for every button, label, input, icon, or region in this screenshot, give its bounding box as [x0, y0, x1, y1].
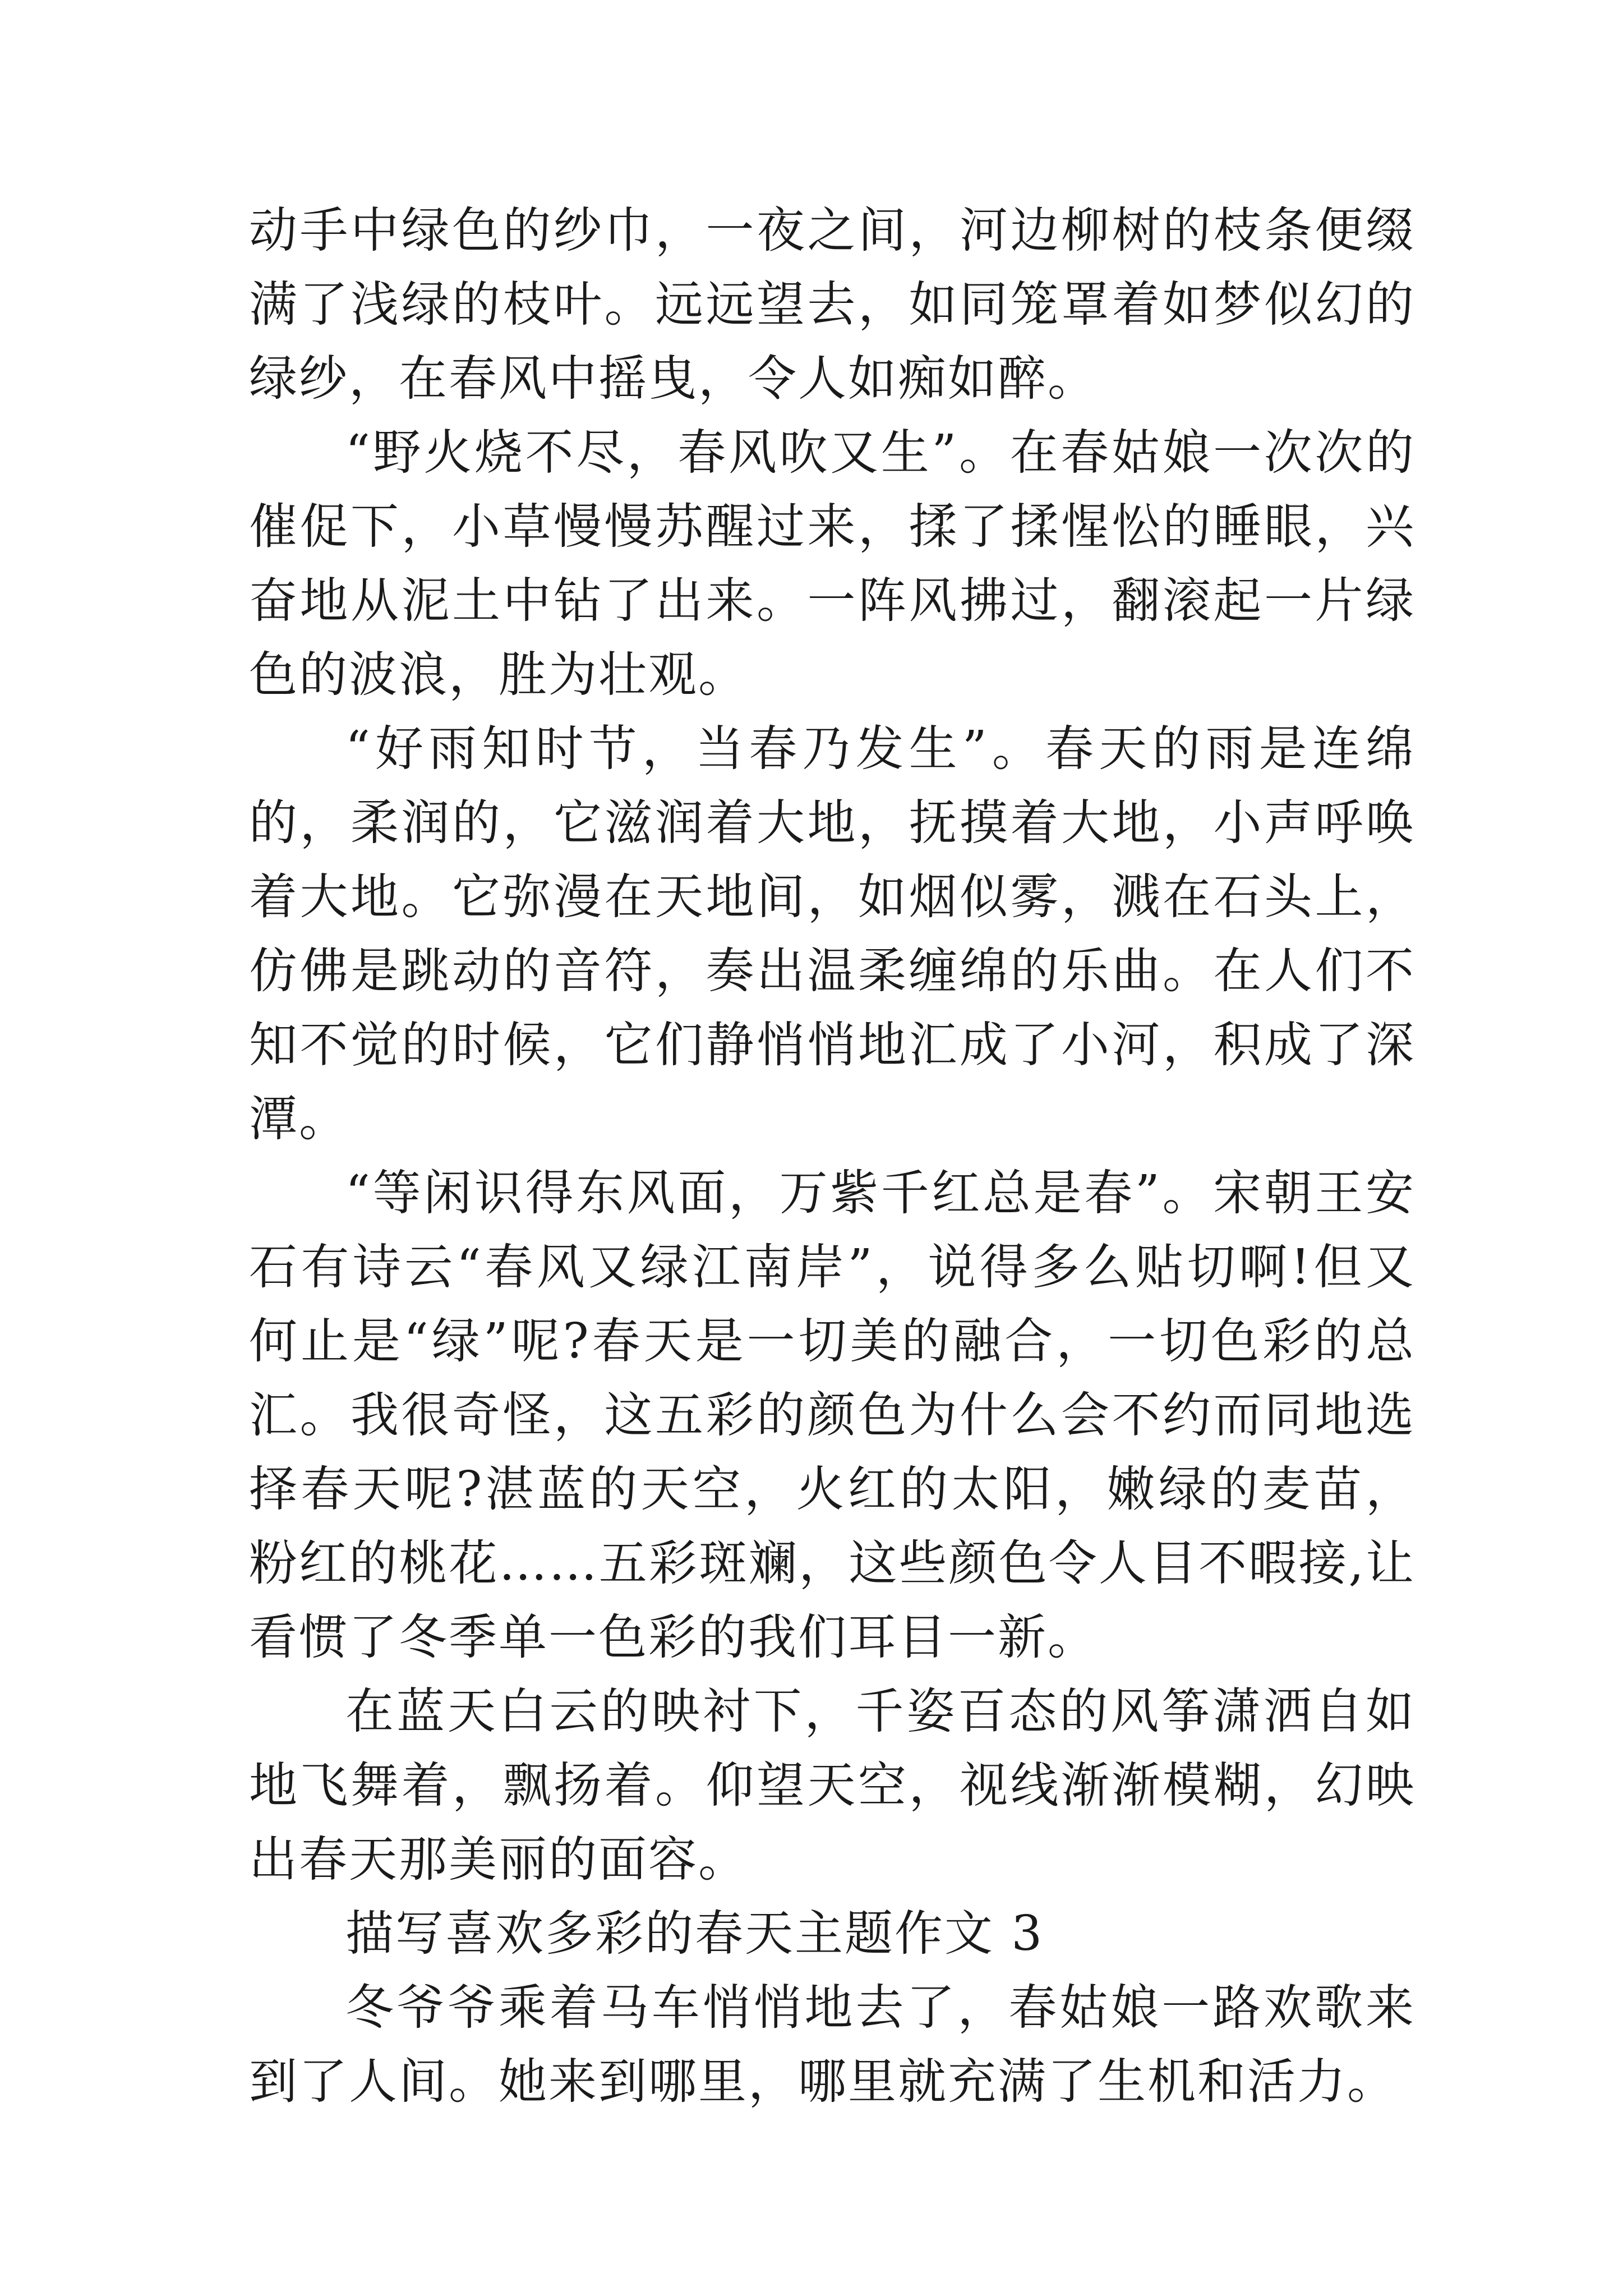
paragraph-1: 动手中绿色的纱巾，一夜之间，河边柳树的枝条便缀满了浅绿的枝叶。远远望去，如同笼罩着如梦似幻的绿纱，在春风中摇曳，令人如痴如醉。 — [249, 203, 1415, 407]
section-heading: 描写喜欢多彩的春天主题作文 3 — [345, 1906, 1044, 1962]
essay-body — [249, 194, 1415, 2119]
paragraph-2: “野火烧不尽，春风吹又生”。在春姑娘一次次的催促下，小草慢慢苏醒过来，揉了揉惺忪的睡眼，兴奋地从泥土中钻了出来。一阵风拂过，翻滚起一片绿色的波浪，胜为壮观。 — [249, 425, 1415, 703]
paragraph-6: 冬爷爷乘着马车悄悄地去了，春姑娘一路欢歌来到了人间。她来到哪里，哪里就充满了生机和活力。 — [249, 1980, 1415, 2110]
paragraph-4: “等闲识得东风面，万紫千红总是春”。宋朝王安石有诗云“春风又绿江南岸”，说得多么贴切啊!但又何止是“绿”呢?春天是一切美的融合，一切色彩的总汇。我很奇怪，这五彩的颜色为什么会不约而同地选择春天呢?湛蓝的天空，火红的太阳，嫩绿的麦苗，粉红的桃花……五彩斑斓，这些颜色令人目不暇接,让看惯了冬季单一色彩的我们耳目一新。 — [249, 1165, 1415, 1665]
paragraph-5: 在蓝天白云的映衬下，千姿百态的风筝潇洒自如地飞舞着，飘扬着。仰望天空，视线渐渐模糊，幻映出春天那美丽的面容。 — [249, 1683, 1415, 1888]
paragraph-3: “好雨知时节，当春乃发生”。春天的雨是连绵的，柔润的，它滋润着大地，抚摸着大地，小声呼唤着大地。它弥漫在天地间，如烟似雾，溅在石头上，仿佛是跳动的音符，奏出温柔缠绵的乐曲。在人们不知不觉的时候，它们静悄悄地汇成了小河，积成了深潭。 — [249, 721, 1415, 1147]
